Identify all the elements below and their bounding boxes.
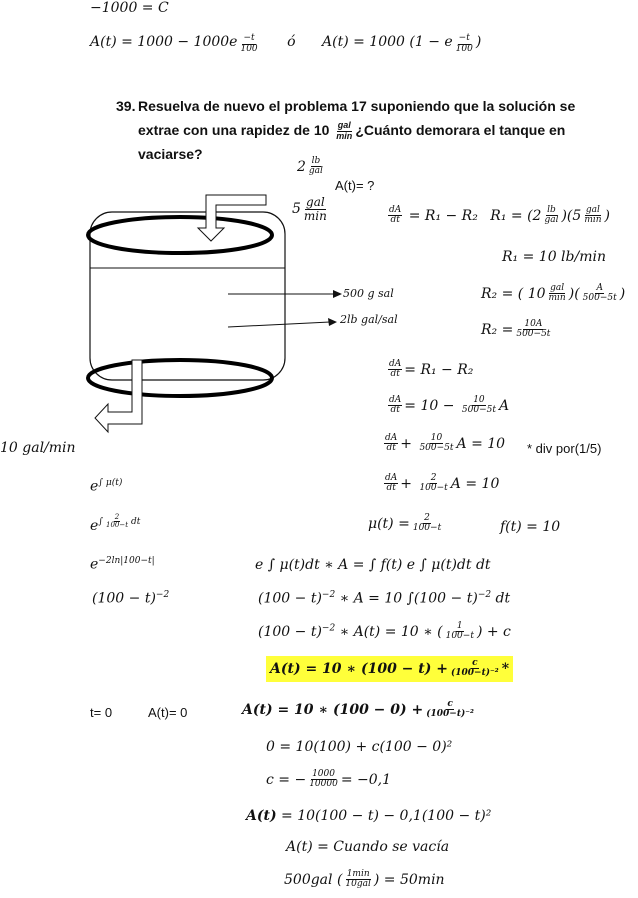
integrating-factor-4: $(100 - t)^{-2}$ [92, 590, 170, 607]
label-concentration: 2lb gal/sal [340, 313, 398, 326]
derivation-step-3: $\frac{dA}{dt}$ + $\frac{10}{500-5t}$ A = 10 [385, 433, 506, 454]
final-time-answer: 500gal ( $\frac{1\min}{\text{10gal}}$ ) = 50min [284, 869, 445, 890]
outlet-arrow [95, 360, 142, 432]
solution-step-5: 0 = 10(100) + c(100 − 0)² [266, 739, 453, 755]
derivation-step-1: $\frac{dA}{dt}$ = R₁ − R₂ [389, 359, 474, 380]
rate-in: 5 $\frac{\text{gal}}{\min}$ [292, 195, 327, 223]
solution-step-1: e ∫ μ(t)dt ∗ A = ∫ f(t) e ∫ μ(t)dt dt [255, 557, 491, 573]
solution-step-2: $(100 - t)^{-2}$ ∗ A = 10 $\int(100 - t)^{-2}$ dt [258, 590, 511, 607]
tank-top-ellipse [88, 217, 272, 253]
highlighted-general-solution: A(t) = 10 ∗ (100 − t) + $\frac{c}{\text{(100−t)⁻²}}$ * [266, 656, 513, 682]
inlet-arrow [198, 195, 266, 241]
equation-c-value: −1000 = C [90, 0, 169, 16]
equation-a-of-t-previous: A(t) = 1000 − 1000e $\frac{-t}{100}$ ó A(t) = 1000 (1 − e $\frac{-t}{100}$ ) [90, 33, 482, 54]
derivation-step-2: $\frac{dA}{dt}$ = 10 − $\frac{10}{500-5t}$ A [389, 395, 510, 416]
r2-expression: R₂ = ( 10 $\frac{\text{gal}}{\min}$ )( $\frac{A}{500-5t}$ ) [481, 283, 626, 304]
rate-equation: $\frac{dA}{dt}$ = R₁ − R₂ R₁ = (2 $\frac{lb}{\text{gal}}$ )(5 $\frac{\text{gal}}{\min}$ ) [389, 205, 610, 226]
mu-definition: μ(t) = $\frac{2}{100-t}$ [368, 513, 442, 534]
amount-unknown: A(t)= ? [335, 178, 375, 193]
question-line-1: Resuelva de nuevo el problema 17 suponiendo que la solución se [138, 98, 576, 114]
r2-simplified: R₂ = $\frac{10A}{500-5t}$ [481, 319, 551, 340]
solution-initial-substitution: A(t) = 10 ∗ (100 − 0) + $\frac{c}{\text{(100−t)⁻²}}$ [242, 699, 474, 720]
concentration-in: 2 $\frac{lb}{\text{gal}}$ [297, 156, 323, 177]
f-definition: f(t) = 10 [500, 519, 561, 535]
tank-bottom-ellipse [88, 360, 272, 396]
integrating-factor-2: $e^{\int \frac{2}{100-t} dt}$ [90, 513, 141, 534]
particular-solution: A(t) = 10(100 − t) − 0,1(100 − t)² [246, 808, 492, 824]
derivation-step-4: $\frac{dA}{dt}$ + $\frac{2}{100-t}$ A = 10 [385, 473, 500, 494]
division-note: * div por(1/5) [527, 441, 602, 456]
question-number: 39. [116, 98, 136, 114]
integrating-factor-1: $e^{\int \mu(t)}$ [90, 478, 123, 495]
empty-condition: A(t) = Cuando se vacía [286, 839, 450, 855]
r1-value: R₁ = 10 lb/min [502, 249, 606, 265]
initial-condition-a: A(t)= 0 [148, 705, 188, 720]
integrating-factor-3: $e^{-2ln|100-t|}$ [90, 556, 155, 573]
initial-condition-t: t= 0 [90, 705, 113, 720]
tank-body [90, 212, 285, 380]
constant-c-value: c = − $\frac{1000}{10000}$ = −0,1 [266, 769, 392, 790]
rate-out: 10 gal/min [0, 440, 76, 456]
question-line-3: vaciarse? [138, 146, 203, 162]
label-volume: 500 g sal [343, 287, 394, 300]
solution-step-3: $(100 - t)^{-2}$ ∗ A(t) = 10 ∗ ( $\frac{1}{100-t}$ ) + c [258, 621, 511, 642]
question-line-2: extrae con una rapidez de 10 $\frac{\text{gal}}{\min}$ ¿Cuánto demorara el tanque en [138, 120, 566, 141]
